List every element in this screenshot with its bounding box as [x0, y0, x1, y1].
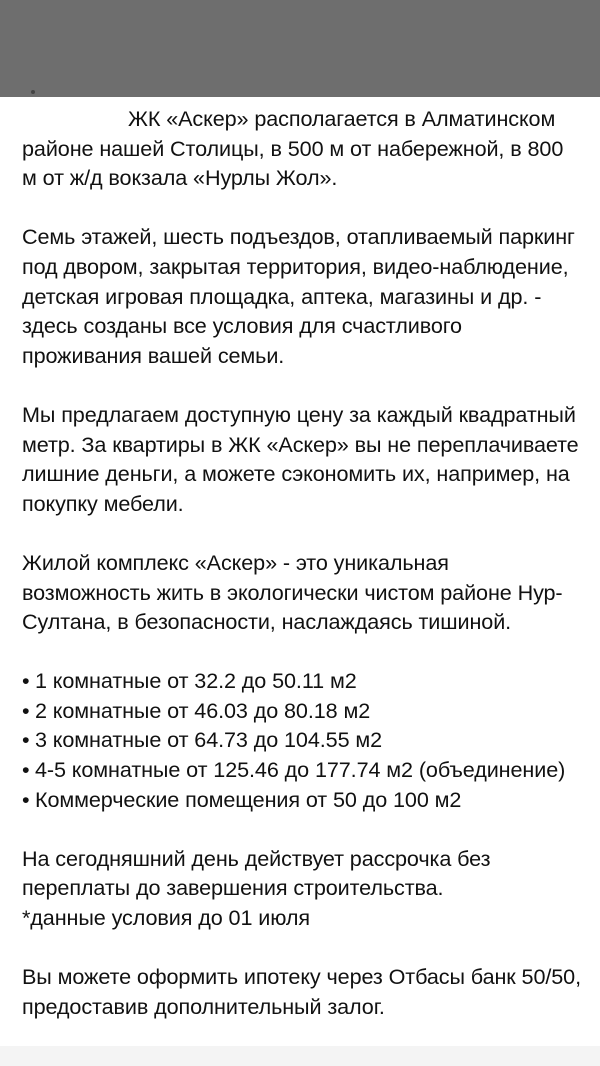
top-bar: [0, 0, 600, 97]
installment-text: На сегодняшний день действует рассрочка без переплаты до завершения строительства.: [22, 845, 491, 901]
scroll-indicator: [31, 90, 35, 94]
post-text: [22, 104, 582, 1051]
bullet-icon: •: [22, 727, 30, 753]
bullet-icon: •: [22, 786, 30, 812]
bullet-icon: •: [22, 668, 30, 694]
list-item: • 3 комнатные от 64.73 до 104.55 м2: [22, 725, 582, 755]
bullet-icon: •: [22, 697, 30, 723]
list-item: • 1 комнатные от 32.2 до 50.11 м2: [22, 666, 582, 696]
paragraph-features: Семь этажей, шесть подъездов, отапливаемый паркинг под двором, закрытая территория, видео-наблюдение, детская игровая площадка, аптека, магазины и др. - здесь созданы все условия для счастливого проживания вашей семьи.: [22, 224, 575, 368]
installment-note: *данные условия до 01 июля: [22, 905, 310, 931]
list-item: • 2 комнатные от 46.03 до 80.18 м2: [22, 696, 582, 726]
bullet-icon: •: [22, 757, 30, 783]
paragraph-complex: Жилой комплекс «Аскер» - это уникальная возможность жить в экологически чистом районе Нур-Султана, в безопасности, наслаждаясь тишиной.: [22, 549, 563, 635]
paragraph-mortgage: Вы можете оформить ипотеку через Отбасы банк 50/50, предоставив дополнительный залог.: [22, 964, 581, 1019]
bottom-edge: [0, 1046, 600, 1066]
list-item: • Коммерческие помещения от 50 до 100 м2: [22, 785, 582, 815]
apartment-list: [22, 666, 582, 814]
paragraph-price: Мы предлагаем доступную цену за каждый квадратный метр. За квартиры в ЖК «Аскер» вы не переплачиваете лишние деньги, а можете сэкономить их, например, на покупку мебели.: [22, 401, 579, 516]
paragraph-location: ЖК «Аскер» располагается в Алматинском районе нашей Столицы, в 500 м от набережной, в 800 м от ж/д вокзала «Нурлы Жол».: [22, 106, 564, 191]
list-item: • 4-5 комнатные от 125.46 до 177.74 м2 (объединение): [22, 755, 582, 785]
paragraph-installment: [22, 844, 582, 933]
